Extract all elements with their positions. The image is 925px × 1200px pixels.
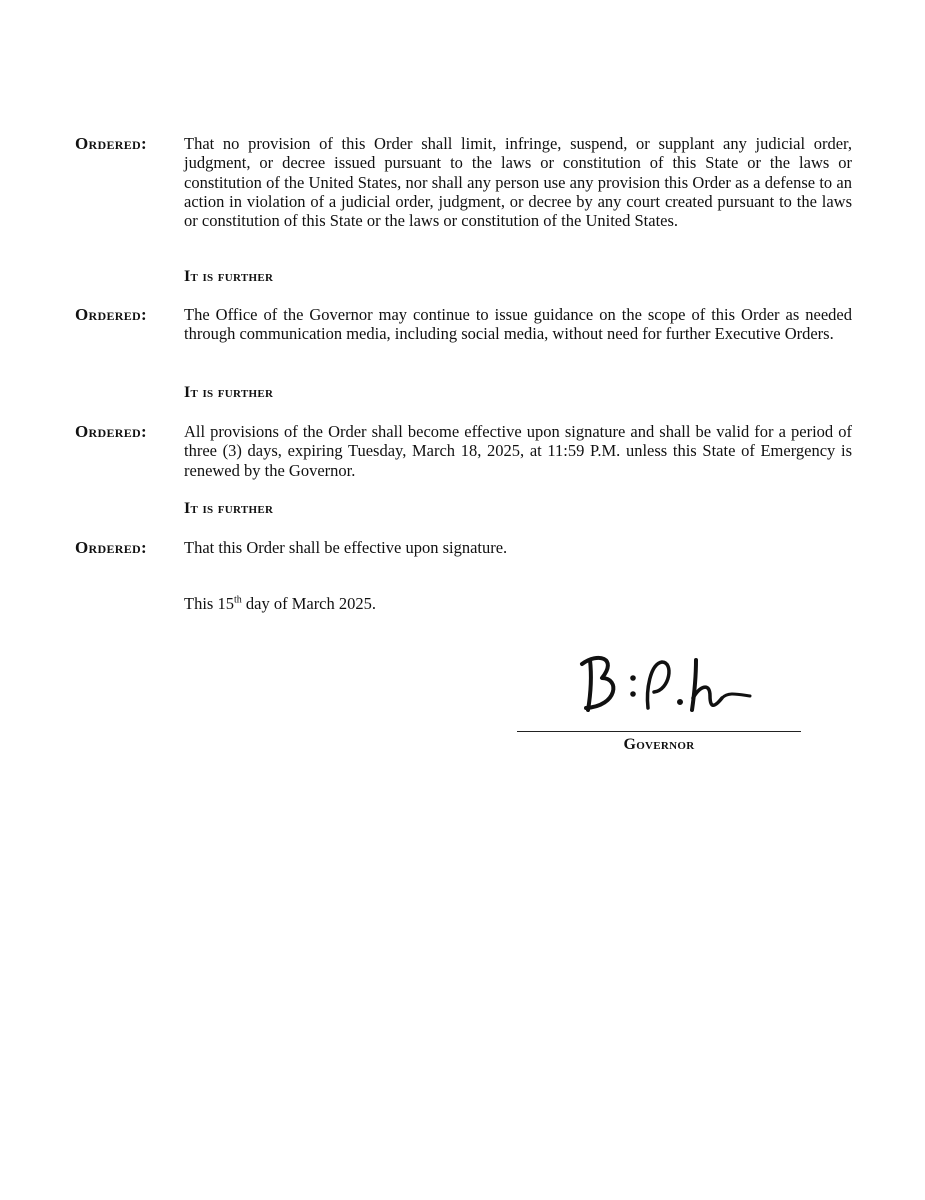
ordered-label: Ordered:	[75, 422, 147, 441]
clause-text: That no provision of this Order shall limit, infringe, suspend, or supplant any judicial order, judgment, or decree issued pursuant to the laws or constitution of this State or the laws or constitution of the United States, nor shall any person use any provision this Order as a defense to an action in violation of a judicial order, judgment, or decree by any court created pursuant to the laws or constitution of this State or the laws or constitution of the United States.	[184, 134, 852, 231]
ordered-label: Ordered:	[75, 134, 147, 153]
it-is-further-heading: It is further	[184, 268, 274, 285]
dateline-ordinal-suffix: th	[233, 594, 242, 606]
dateline-rest: day of March 2025.	[241, 594, 377, 613]
clause-text: That this Order shall be effective upon signature.	[184, 538, 508, 557]
dateline-prefix: This 15	[184, 594, 234, 613]
it-is-further-heading: It is further	[184, 384, 274, 401]
signature-line	[517, 731, 801, 732]
ordered-label: Ordered:	[75, 538, 147, 557]
it-is-further-heading: It is further	[184, 500, 274, 517]
ordered-label: Ordered:	[75, 305, 147, 324]
handwritten-signature	[578, 650, 753, 720]
dateline	[184, 594, 376, 614]
clause-text: The Office of the Governor may continue to issue guidance on the scope of this Order as needed through communication media, including social media, without need for further Executive Orders.	[184, 305, 852, 344]
governor-title: Governor	[623, 736, 695, 753]
clause-text: All provisions of the Order shall become effective upon signature and shall be valid for a period of three (3) days, expiring Tuesday, March 18, 2025, at 11:59 P.M. unless this State of Emergency is renewed by the Governor.	[184, 422, 852, 480]
